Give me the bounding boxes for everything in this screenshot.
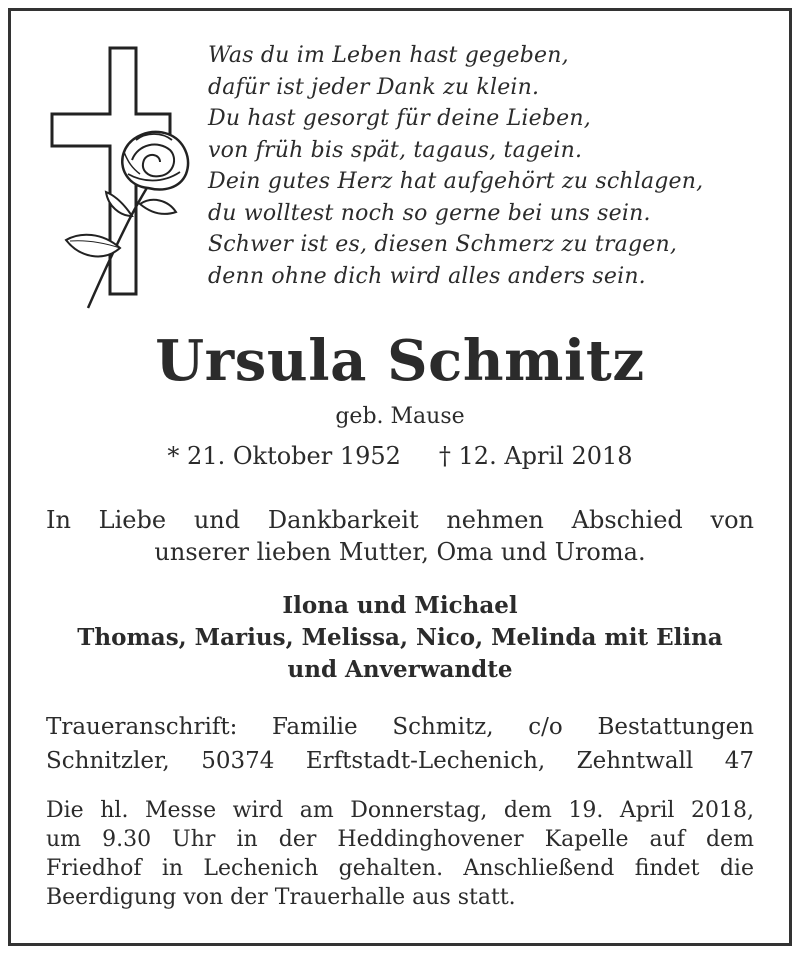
address-line: Traueranschrift: Familie Schmitz, c/o Bestattungen	[46, 714, 754, 740]
poem-line: Dein gutes Herz hat aufgehört zu schlagen,	[208, 169, 704, 194]
poem-line: Was du im Leben hast gegeben,	[208, 43, 569, 68]
mass-line: Beerdigung von der Trauerhalle aus statt.	[46, 885, 516, 910]
death-date: † 12. April 2018	[438, 442, 633, 470]
poem-line: dafür ist jeder Dank zu klein.	[208, 74, 540, 100]
funeral-mass-info	[46, 796, 754, 912]
family-line: und Anverwandte	[287, 656, 513, 683]
birth-date: * 21. Oktober 1952	[167, 442, 401, 470]
poem-line: du wolltest noch so gerne bei uns sein.	[208, 200, 651, 226]
family-members	[0, 590, 800, 686]
mass-line: Die hl. Messe wird am Donnerstag, dem 19. April 2018,	[46, 798, 754, 823]
farewell-text	[46, 504, 754, 568]
mourning-address	[46, 710, 754, 778]
family-line: Thomas, Marius, Melissa, Nico, Melinda mit Elina	[77, 624, 723, 651]
poem	[208, 40, 768, 292]
cross-with-rose-icon	[32, 36, 202, 314]
address-line: Schnitzler, 50374 Erftstadt-Lechenich, Zehntwall 47	[46, 748, 754, 774]
farewell-line: unserer lieben Mutter, Oma und Uroma.	[154, 538, 646, 566]
poem-line: Schwer ist es, diesen Schmerz zu tragen,	[208, 232, 678, 257]
birth-name: geb. Mause	[335, 404, 465, 429]
farewell-line: In Liebe und Dankbarkeit nehmen Abschied von	[46, 506, 754, 534]
family-line: Ilona und Michael	[282, 592, 518, 619]
life-dates	[0, 442, 800, 470]
mass-line: Friedhof in Lechenich gehalten. Anschließend findet die	[46, 856, 754, 881]
mass-line: um 9.30 Uhr in der Heddinghovener Kapelle auf dem	[46, 827, 754, 852]
poem-line: von früh bis spät, tagaus, tagein.	[208, 137, 583, 163]
poem-line: denn ohne dich wird alles anders sein.	[208, 263, 646, 289]
deceased-name: Ursula Schmitz	[155, 328, 645, 394]
poem-line: Du hast gesorgt für deine Lieben,	[208, 106, 591, 131]
